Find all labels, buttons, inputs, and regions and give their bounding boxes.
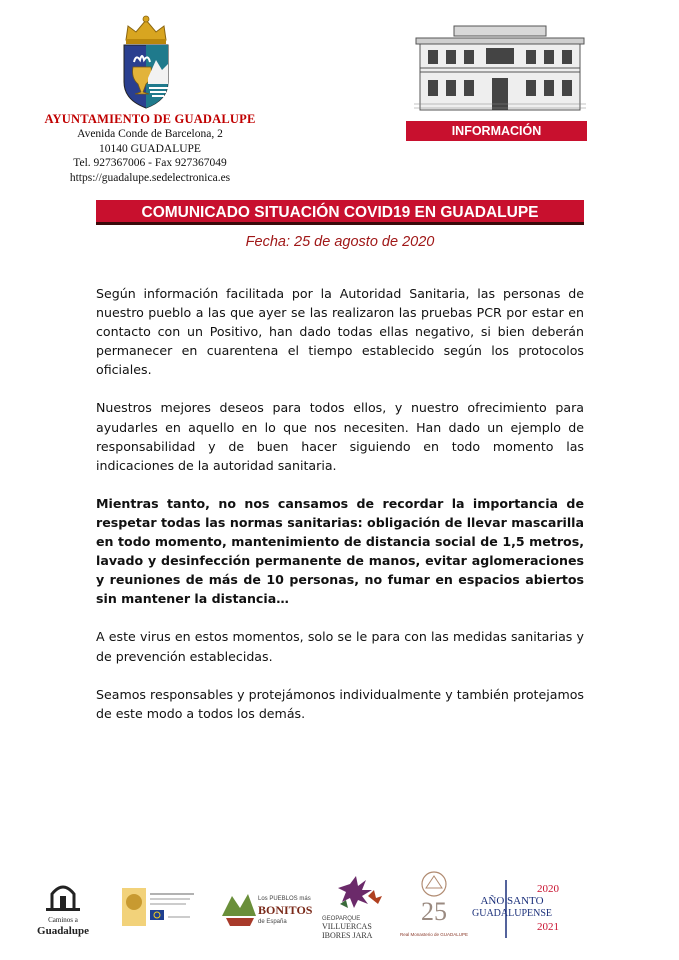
document-body [96,284,584,742]
pueblos-label-1: Los PUEBLOS más [258,896,311,902]
footer-logos [30,870,650,950]
document-date: Fecha: 25 de agosto de 2020 [245,234,435,250]
information-label: INFORMACIÓN [406,121,587,141]
geoparque-label-3: IBORES JARA [322,931,373,940]
coat-of-arms-logo [116,12,176,112]
pueblos-label-2: BONITOS [258,903,313,917]
caminos-label-1: Caminos a [48,916,78,924]
paragraph: Según información facilitada por la Autoridad Sanitaria, las personas de nuestro pueblo a las que ayer se las realizaron las pruebas PCR por estar en contacto con un Positivo, han dado todas ellas negativo, si bien deberán permanecer en cuarentena el tiempo establecido según los protocolos oficiales. [96,286,584,378]
paragraph: A este virus en estos momentos, solo se le para con las medidas sanitarias y de prevención establecidas. [96,629,584,664]
paragraph: Nuestros mejores deseos para todos ellos, y nuestro ofrecimiento para ayudarles en aquello en lo que nos necesiten. Han dado un ejemplo de responsabilidad y de buen hacer siguiendo en todo momento las indicaciones de la autoridad sanitaria. [96,400,584,473]
ano-santo-guadalupense-logo [472,876,566,942]
pueblos-label-3: de España [258,919,287,925]
pueblos-mas-bonitos-logo [218,888,313,932]
page-title: COMUNICADO SITUACIÓN COVID19 EN GUADALUPE [96,200,584,225]
geoparque-label-1: GEOPARQUE [322,916,361,922]
org-postal: 10140 GUADALUPE [99,142,201,155]
town-hall-building-illustration [414,24,586,112]
org-phone: Tel. 927367006 - Fax 927367049 [73,157,227,169]
org-address: Avenida Conde de Barcelona, 2 [77,128,223,140]
paragraph-bold: Mientras tanto, no nos cansamos de recordar la importancia de respetar todas las normas sanitarias: obligación de llevar mascarilla en todo momento, mantenimiento de distancia social de 1,5 metros, lavado y desinfección permanente de manos, evitar aglomeraciones y reuniones de más de 10 personas, no fumar en espacios abiertos sin mantener la distancia… [96,495,584,607]
ano-santo-label-2: GUADALUPENSE [472,908,552,919]
caminos-label-2: Guadalupe [37,925,89,937]
org-name: AYUNTAMIENTO DE GUADALUPE [44,112,256,126]
monasterio-number: 25 [421,897,447,926]
geoparque-label-2: VILLUERCAS [322,922,372,931]
municipality-header [30,112,270,185]
org-website: https://guadalupe.sedelectronica.es [69,171,231,184]
year-end: 2021 [537,921,559,933]
real-monasterio-anniversary-logo [399,870,469,944]
caminos-a-guadalupe-logo [32,876,94,938]
year-start: 2020 [537,883,559,895]
geoparque-logo [320,874,396,940]
monasterio-text: Real Monasterio de GUADALUPE [399,932,469,937]
paragraph: Seamos responsables y protejámonos individualmente y también protejamos de este modo a todos los demás. [96,686,584,721]
european-cultural-route-logo [120,884,200,934]
ano-santo-label-1: AÑO SANTO [480,895,544,907]
